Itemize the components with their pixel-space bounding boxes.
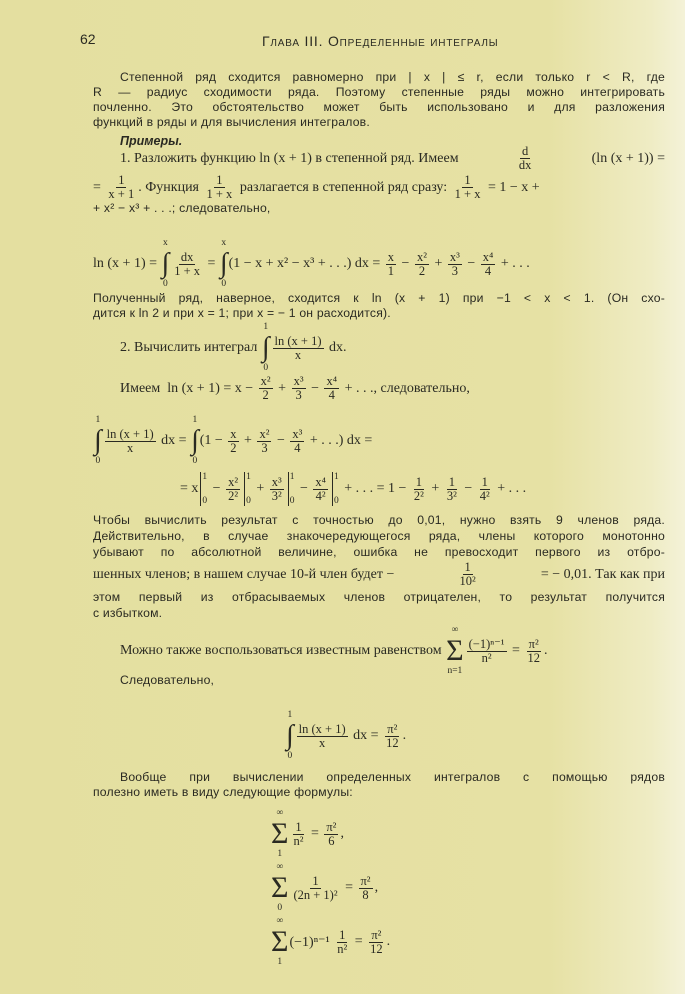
sum-sign	[271, 862, 288, 914]
example1-after-line: Полученный ряд, наверное, сходится к ln (x + 1) при −1 < x < 1. (Он схо-	[93, 291, 665, 305]
integral-sign	[220, 238, 228, 290]
fraction	[324, 375, 339, 402]
formula-text: +	[274, 380, 290, 396]
general-para-line: полезно иметь в виду следующие формулы:	[93, 785, 353, 799]
fraction	[481, 251, 496, 278]
example2-formula2	[180, 472, 526, 506]
upper-limit: x	[162, 238, 168, 248]
denominator: 12	[370, 941, 383, 956]
fraction	[270, 476, 284, 503]
lower-limit: 0	[277, 903, 283, 913]
series-formula-2	[270, 862, 378, 914]
integral-symbol: ∫	[94, 425, 102, 456]
numerator: x	[230, 426, 237, 441]
lower-limit: 1	[277, 849, 283, 859]
formula-text: 2. Вычислить интеграл	[120, 340, 261, 355]
denominator: 1 + x	[206, 187, 233, 201]
denominator: dx	[518, 158, 532, 172]
formula-text: + . . .) dx =	[306, 433, 373, 448]
fraction	[453, 174, 483, 201]
denominator: 3	[295, 388, 302, 402]
fraction	[290, 428, 304, 455]
example2-result	[285, 710, 406, 762]
numerator: 1	[312, 873, 319, 888]
sum-sign	[271, 808, 288, 860]
fraction	[359, 875, 373, 902]
formula-text: −	[273, 433, 289, 448]
upper-limit: 1	[287, 710, 293, 720]
formula-text: Можно также воспользоваться известным равенством	[120, 643, 446, 658]
formula-text: 1. Разложить функцию ln (x + 1) в степенной ряд. Имеем	[120, 150, 463, 166]
numerator: d	[521, 144, 529, 158]
denominator: 8	[362, 887, 369, 902]
lower-limit: 0	[202, 496, 208, 506]
integral-sign	[191, 415, 199, 467]
upper-limit: 1	[192, 415, 198, 425]
fraction	[257, 428, 271, 455]
integral-symbol: ∫	[286, 720, 294, 751]
chapter-title: Глава III. Определенные интегралы	[262, 33, 499, 49]
para1-line: почленно. Это обстоятельство может быть использовано и для разложения	[93, 100, 665, 114]
denominator: 1 + x	[454, 187, 481, 201]
numerator: x⁴	[482, 249, 494, 264]
evaluation-bar	[288, 472, 295, 506]
denominator: 2²	[228, 488, 239, 503]
integral-symbol: ∫	[261, 332, 270, 363]
denominator: 12	[527, 650, 540, 665]
sum-sign	[446, 625, 463, 677]
upper-limit: ∞	[276, 862, 284, 872]
numerator: ln (x + 1)	[274, 333, 322, 348]
numerator: x³	[292, 426, 303, 441]
integral-sign	[94, 415, 102, 467]
formula-text: Имеем ln (x + 1) = x −	[120, 380, 257, 396]
upper-limit: ∞	[276, 916, 284, 926]
formula-text: −	[460, 481, 476, 496]
fraction	[384, 723, 401, 750]
upper-limit: 1	[202, 472, 208, 482]
integral-symbol: ∫	[161, 248, 170, 279]
formula-text: =	[204, 256, 219, 271]
example2-para-line: Чтобы вычислить результат с точностью до 0,01, нужно взять 9 членов ряда.	[93, 513, 665, 527]
example1-line3: + x² − x³ + . . .; следовательно,	[93, 201, 271, 215]
denominator: 3	[261, 440, 268, 455]
formula-text: + . . .	[497, 256, 530, 271]
lower-limit: n=1	[447, 666, 463, 676]
series-formula-1	[270, 808, 344, 860]
lower-limit: 0	[289, 496, 295, 506]
formula-text: +	[427, 481, 443, 496]
denominator: n²	[337, 941, 348, 956]
formula-text: −	[463, 256, 479, 271]
numerator: x⁴	[326, 374, 338, 388]
upper-limit: 1	[289, 472, 295, 482]
formula-text: шенных членов; в нашем случае 10-й член будет −	[93, 566, 398, 582]
example2-para-line: Действительно, в случае знакочередующегося ряда, члены которого монотонно	[93, 529, 665, 543]
denominator: 6	[328, 833, 335, 848]
fraction	[172, 251, 202, 278]
fraction	[386, 251, 396, 278]
upper-limit: 1	[333, 472, 339, 482]
example2-para-line: этом первый из отбрасываемых членов отрицателен, то результат получится	[93, 590, 665, 604]
formula-text: ,	[340, 826, 344, 841]
lower-limit: 0	[287, 751, 293, 761]
formula-text: +	[240, 433, 256, 448]
fraction	[106, 174, 136, 201]
example2-para-line: убывают по абсолютной величине, ошибка не превосходит первого из отбро-	[93, 545, 665, 559]
formula-text: .	[543, 643, 548, 658]
denominator: 3²	[446, 488, 457, 503]
fraction	[297, 723, 348, 750]
denominator: n²	[293, 833, 304, 848]
formula-text: dx =	[157, 433, 191, 448]
denominator: 4	[294, 440, 301, 455]
lower-limit: 0	[221, 279, 227, 289]
sum-sign	[271, 916, 288, 968]
denominator: x	[127, 440, 134, 455]
numerator: 1	[464, 173, 471, 187]
evaluation-bar	[332, 472, 339, 506]
numerator: 1	[481, 474, 488, 489]
denominator: 1 + x	[174, 263, 200, 278]
example2-have	[120, 375, 470, 402]
numerator: (−1)ⁿ⁻¹	[468, 636, 505, 651]
upper-limit: ∞	[276, 808, 284, 818]
numerator: 1	[118, 173, 125, 187]
formula-text: (1 −	[199, 433, 227, 448]
denominator: 4²	[479, 488, 490, 503]
numerator: π²	[326, 819, 337, 834]
fraction	[445, 476, 459, 503]
numerator: 1	[339, 927, 346, 942]
fraction	[415, 251, 429, 278]
numerator: x⁴	[315, 474, 326, 489]
formula-text: +	[252, 481, 268, 496]
example2-formula1	[93, 415, 372, 467]
denominator: 4²	[315, 488, 326, 503]
page-number: 62	[80, 31, 96, 47]
evaluation-bar	[200, 472, 207, 506]
sum-symbol: Σ	[271, 925, 289, 958]
formula-text: = 1 − x +	[484, 179, 540, 195]
fraction	[458, 561, 478, 588]
fraction	[324, 821, 338, 848]
upper-limit: ∞	[451, 625, 459, 635]
fraction	[368, 929, 385, 956]
integral-symbol: ∫	[191, 425, 199, 456]
general-para-line: Вообще при вычислении определенных интегралов с помощью рядов	[120, 770, 665, 784]
fraction	[273, 335, 324, 362]
para1-line: R — радиус сходимости ряда. Поэтому степенные ряды можно интегрировать	[93, 85, 665, 99]
numerator: π²	[360, 873, 371, 888]
formula-text: + . . .	[493, 481, 527, 496]
formula-text: −	[398, 256, 413, 271]
formula-text: разлагается в степенной ряд сразу:	[236, 179, 451, 195]
numerator: x²	[259, 426, 270, 441]
fraction	[467, 638, 507, 665]
formula-text: = − 0,01. Так как при	[537, 566, 665, 582]
upper-limit: 1	[95, 415, 101, 425]
numerator: 1	[448, 474, 455, 489]
fraction	[292, 375, 306, 402]
formula-text: ln (x + 1) =	[93, 256, 161, 271]
fraction	[412, 476, 426, 503]
sum-symbol: Σ	[271, 871, 289, 904]
numerator: x	[387, 249, 395, 264]
fraction	[448, 251, 462, 278]
example1-line2	[93, 174, 665, 201]
denominator: 10²	[459, 574, 476, 588]
denominator: (2n + 1)²	[293, 887, 338, 902]
formula-text: −	[296, 481, 312, 496]
example2-title	[120, 322, 347, 374]
formula-text: . Функция	[138, 179, 203, 195]
numerator: x³	[293, 374, 304, 388]
integral-sign	[162, 238, 170, 290]
formula-text: (1 − x + x² − x³ + . . .) dx =	[228, 256, 384, 271]
denominator: 2	[230, 440, 237, 455]
denominator: 2	[262, 388, 269, 402]
denominator: 4	[484, 263, 492, 278]
formula-text: ,	[374, 880, 379, 895]
fraction	[228, 428, 238, 455]
numerator: π²	[528, 636, 539, 651]
lower-limit: 0	[263, 363, 269, 373]
numerator: π²	[371, 927, 382, 942]
evaluation-bar	[244, 472, 251, 506]
fraction	[226, 476, 240, 503]
numerator: dx	[180, 249, 194, 264]
formula-text: =	[351, 934, 367, 949]
lower-limit: 0	[192, 456, 198, 466]
lower-limit: 0	[246, 496, 251, 506]
example2-para-line4	[93, 561, 665, 588]
fraction	[259, 375, 273, 402]
denominator: 4	[328, 388, 335, 402]
formula-text: (ln (x + 1)) =	[588, 150, 665, 166]
fraction	[205, 174, 235, 201]
fraction	[525, 638, 542, 665]
formula-text: −	[307, 380, 323, 396]
fraction	[335, 929, 349, 956]
upper-limit: x	[221, 238, 227, 248]
denominator: 3²	[271, 488, 282, 503]
numerator: π²	[387, 721, 398, 736]
upper-limit: 1	[246, 472, 251, 482]
lower-limit: 0	[333, 496, 339, 506]
numerator: x³	[449, 249, 460, 264]
series-formula-3	[270, 916, 390, 968]
numerator: ln (x + 1)	[106, 426, 154, 441]
example2-para-line: с избытком.	[93, 606, 163, 620]
denominator: x	[294, 347, 302, 362]
denominator: x	[319, 735, 326, 750]
numerator: 1	[216, 173, 223, 187]
denominator: n²	[481, 650, 492, 665]
example1-after-line: дится к ln 2 и при x = 1; при x = − 1 он расходится).	[93, 306, 391, 320]
denominator: 12	[386, 735, 399, 750]
formula-text: dx.	[325, 340, 347, 355]
fraction	[105, 428, 156, 455]
lower-limit: 0	[162, 279, 168, 289]
numerator: x³	[271, 474, 282, 489]
sum-symbol: Σ	[446, 634, 464, 667]
numerator: x²	[260, 374, 271, 388]
formula-text: =	[93, 179, 105, 195]
integral-sign	[262, 322, 270, 374]
para1-line: функций в ряды и для вычисления интегралов.	[93, 115, 370, 129]
formula-text: .	[386, 934, 391, 949]
formula-text: =	[508, 643, 524, 658]
lower-limit: 1	[277, 957, 283, 967]
fraction	[313, 476, 328, 503]
formula-text: (−1)ⁿ⁻¹	[289, 934, 334, 950]
integral-symbol: ∫	[219, 248, 228, 279]
denominator: 1	[387, 263, 395, 278]
numerator: 1	[415, 474, 423, 489]
numerator: 1	[295, 819, 302, 834]
formula-text: = x	[180, 481, 199, 496]
formula-text: −	[209, 481, 225, 496]
fraction	[478, 476, 492, 503]
integral-sign	[286, 710, 294, 762]
denominator: 2²	[413, 488, 424, 503]
numerator: ln (x + 1)	[298, 721, 346, 736]
numerator: x²	[228, 474, 239, 489]
formula-text: + . . ., следовательно,	[341, 380, 470, 396]
fraction	[291, 875, 339, 902]
hence-label: Следовательно,	[120, 673, 215, 687]
formula-text: .	[402, 728, 407, 743]
formula-text: + . . . = 1 −	[340, 481, 410, 496]
formula-text: =	[307, 826, 323, 841]
formula-text: +	[430, 256, 446, 271]
examples-heading: Примеры.	[120, 134, 183, 148]
fraction	[291, 821, 305, 848]
example1-formula	[93, 238, 530, 290]
formula-text: =	[341, 880, 357, 895]
sum-symbol: Σ	[271, 817, 289, 850]
denominator: 2	[418, 263, 426, 278]
known-equality	[120, 625, 547, 677]
lower-limit: 0	[95, 456, 101, 466]
numerator: 1	[464, 560, 471, 574]
para1-line: Степенной ряд сходится равномерно при | x | ≤ r, если только r < R, где	[120, 70, 665, 84]
numerator: x²	[416, 249, 427, 264]
fraction	[517, 145, 534, 172]
denominator: x + 1	[108, 187, 135, 201]
formula-text: dx =	[349, 728, 383, 743]
upper-limit: 1	[263, 322, 269, 332]
denominator: 3	[451, 263, 458, 278]
example1-intro	[120, 145, 665, 172]
